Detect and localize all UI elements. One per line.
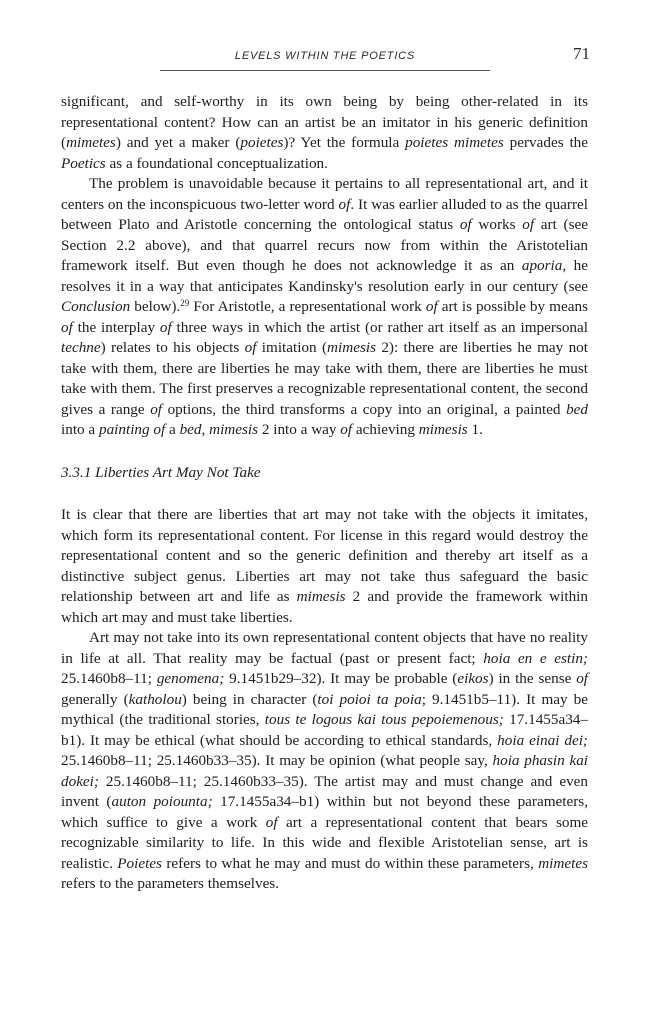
header-rule xyxy=(160,70,490,71)
paragraph-4: Art may not take into its own representational content objects that have no reality in life at all. That reality may be factual (past or present fact; hoia en e estin; 25.1460b8–11; genomena; 9.1451b29–32). It may be probable (eikos) in the sense of generally (katholou) being in character (toi poioi ta poia; 9.1451b5–11). It may be mythical (the traditional stories, tous te logous kai tous pepoiemenous; 17.1455a34–b1). It may be ethical (what should be according to ethical standards, hoia einai dei; 25.1460b8–11; 25.1460b33–35). It may be opinion (what people say, hoia phasin kai dokei; 25.1460b8–11; 25.1460b33–35). The artist may and must change and even invent (auton poiounta; 17.1455a34–b1) within but not beyond these parameters, which suffice to give a work of art a representational content that bears some recognizable similarity to life. In this wide and flexible Aristotelian sense, art is realistic. Poietes refers to what he may and must do within these parameters, mimetes refers to the parameters themselves. xyxy=(61,629,589,892)
running-head: LEVELS WITHIN THE POETICS xyxy=(234,50,416,62)
paragraph-2: The problem is unavoidable because it pertains to all representational art, and it centers on the inconspicuous two-letter word of. It was earlier alluded to as the quarrel between Plato and Aristotle concerning the ontological status of works of art (see Section 2.2 above), and that quarrel recurs now from within the Aristotelian framework itself. But even though he does not acknowledge it as an aporia, he resolves it in a way that anticipates Kandinsky's resolution early in our century (see Conclusion below).$^{29}$ For Aristotle, a representational work of art is possible by means of the interplay of three ways in which the artist (or rather art itself as an impersonal techne) relates to his objects of imitation (mimesis 2): there are liberties he may not take with them, there are liberties he may take with them, there are liberties he must take with them. The first preserves a recognizable representational content, the second gives a range of options, the third transforms a copy into an original, a painted bed into a painting of a bed, mimesis 2 into a way of achieving mimesis 1. xyxy=(61,175,589,438)
paragraph-1: significant, and self-worthy in its own being by being other-related in its representational content? How can an artist be an imitator in his generic definition (mimetes) and yet a maker (poietes)? Yet the formula poietes mimetes pervades the Poetics as a foundational conceptualization. xyxy=(61,93,589,172)
page-number: 71 xyxy=(573,44,590,63)
section-heading: 3.3.1 Liberties Art May Not Take xyxy=(61,463,261,481)
body-text xyxy=(61,92,588,895)
paragraph-3: It is clear that there are liberties that art may not take with the objects it imitates, which form its representational content. For license in this regard would destroy the representational content and so the generic definition and thereby art itself as a distinctive subject genus. Liberties art may not take thus safeguard the basic relationship between art and life as mimesis 2 and provide the framework within which art may and must take liberties. xyxy=(61,506,588,626)
